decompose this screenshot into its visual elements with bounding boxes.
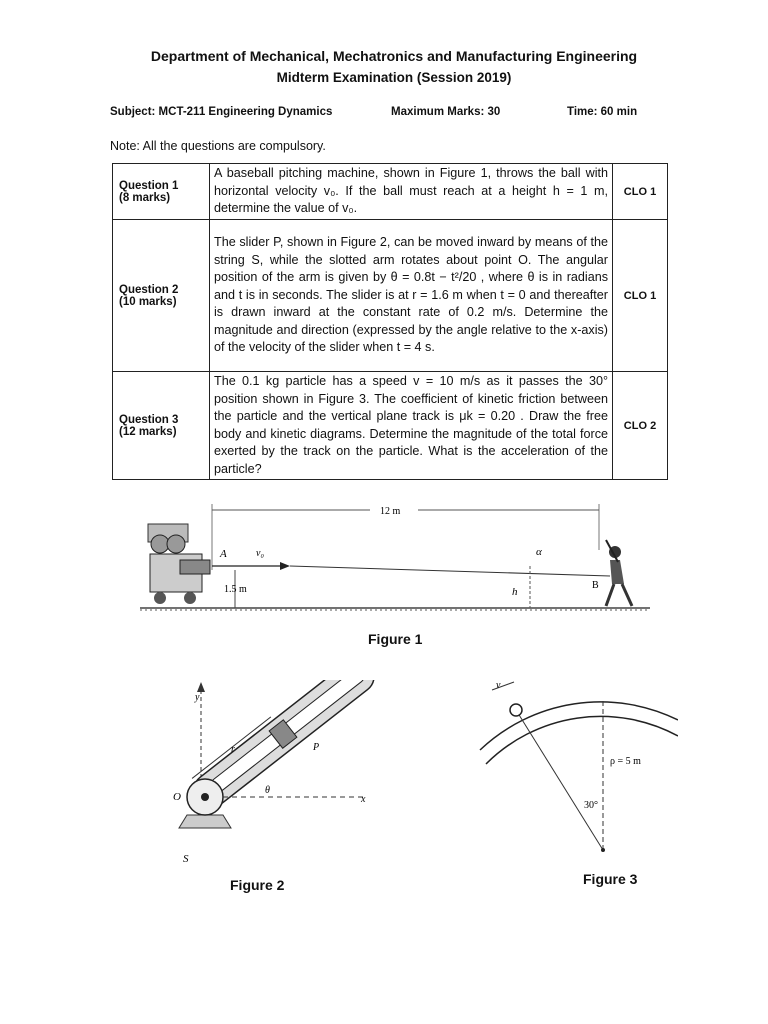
note-text: Note: All the questions are compulsory. — [110, 139, 326, 153]
svg-text:O: O — [173, 791, 181, 803]
clo-cell: CLO 2 — [613, 372, 668, 480]
distance-label: 12 m — [380, 506, 401, 517]
svg-text:v: v — [496, 680, 501, 691]
question-text: The 0.1 kg particle has a speed v = 10 m/s as it passes the 30° position shown in Figure 3. The coefficient of kinetic friction between the particle and the vertical plane track is μk = 0.20 . Draw the free body and kinetic diagrams. Determine the magnitude of the total force exerted by the track on the particle. What is the acceleration of the particle? — [210, 372, 613, 480]
question-label: Question 3 — [119, 413, 179, 426]
question-label-cell — [113, 372, 210, 480]
questions-table — [112, 163, 668, 480]
question-label-cell — [113, 220, 210, 372]
question-row — [113, 220, 668, 372]
clo-cell: CLO 1 — [613, 220, 668, 372]
question-label: Question 1 — [119, 179, 179, 192]
exam-title: Midterm Examination (Session 2019) — [276, 70, 512, 85]
svg-text:r: r — [231, 744, 235, 755]
angle-label: 30° — [584, 800, 598, 811]
svg-text:v₀: v₀ — [256, 548, 264, 559]
batter-icon — [606, 540, 632, 606]
question-row — [113, 372, 668, 480]
question-label: Question 2 — [119, 283, 179, 296]
height-label: 1.5 m — [224, 584, 247, 595]
figure-1-diagram — [140, 500, 650, 620]
clo-cell: CLO 1 — [613, 164, 668, 220]
radius-label: ρ = 5 m — [610, 756, 641, 767]
svg-text:y: y — [195, 692, 200, 703]
particle — [510, 704, 522, 716]
svg-text:θ: θ — [265, 785, 270, 796]
figure-2-diagram — [165, 680, 375, 865]
trajectory-line — [290, 566, 610, 576]
svg-text:P: P — [313, 742, 320, 753]
figure-2-label: Figure 2 — [230, 877, 285, 893]
svg-text:h: h — [512, 586, 518, 598]
question-label-cell — [113, 164, 210, 220]
max-marks-label: Maximum Marks: 30 — [391, 106, 501, 118]
figure-1-label: Figure 1 — [368, 631, 423, 647]
question-marks: (10 marks) — [119, 295, 177, 308]
figure-3-label: Figure 3 — [583, 871, 638, 887]
question-marks: (8 marks) — [119, 191, 171, 204]
svg-text:B: B — [592, 580, 599, 591]
figure-3-diagram — [478, 660, 678, 860]
subject-label: Subject: MCT-211 Engineering Dynamics — [110, 106, 333, 118]
svg-text:α: α — [536, 546, 542, 558]
svg-text:x: x — [361, 794, 366, 805]
question-text: A baseball pitching machine, shown in Figure 1, throws the ball with horizontal velocity v₀. If the ball must reach at a height h = 1 m, determine the value of v₀. — [210, 164, 613, 220]
question-text: The slider P, shown in Figure 2, can be moved inward by means of the string S, while the slotted arm rotates about point O. The angular position of the arm is given by θ = 0.8t − t²/20 , where θ is in radians and t is in seconds. The slider is at r = 1.6 m when t = 0 and thereafter is drawn inward at the constant rate of 0.2 m/s. Determine the magnitude and direction (expressed by the angle relative to the x-axis) of the velocity of the slider when t = 4 s. — [210, 220, 613, 372]
pitching-machine-icon — [148, 524, 210, 604]
question-row — [113, 164, 668, 220]
department-title: Department of Mechanical, Mechatronics and Manufacturing Engineering — [150, 48, 638, 64]
svg-text:S: S — [183, 853, 189, 865]
svg-text:A: A — [220, 548, 227, 560]
question-marks: (12 marks) — [119, 425, 177, 438]
time-label: Time: 60 min — [567, 106, 638, 118]
